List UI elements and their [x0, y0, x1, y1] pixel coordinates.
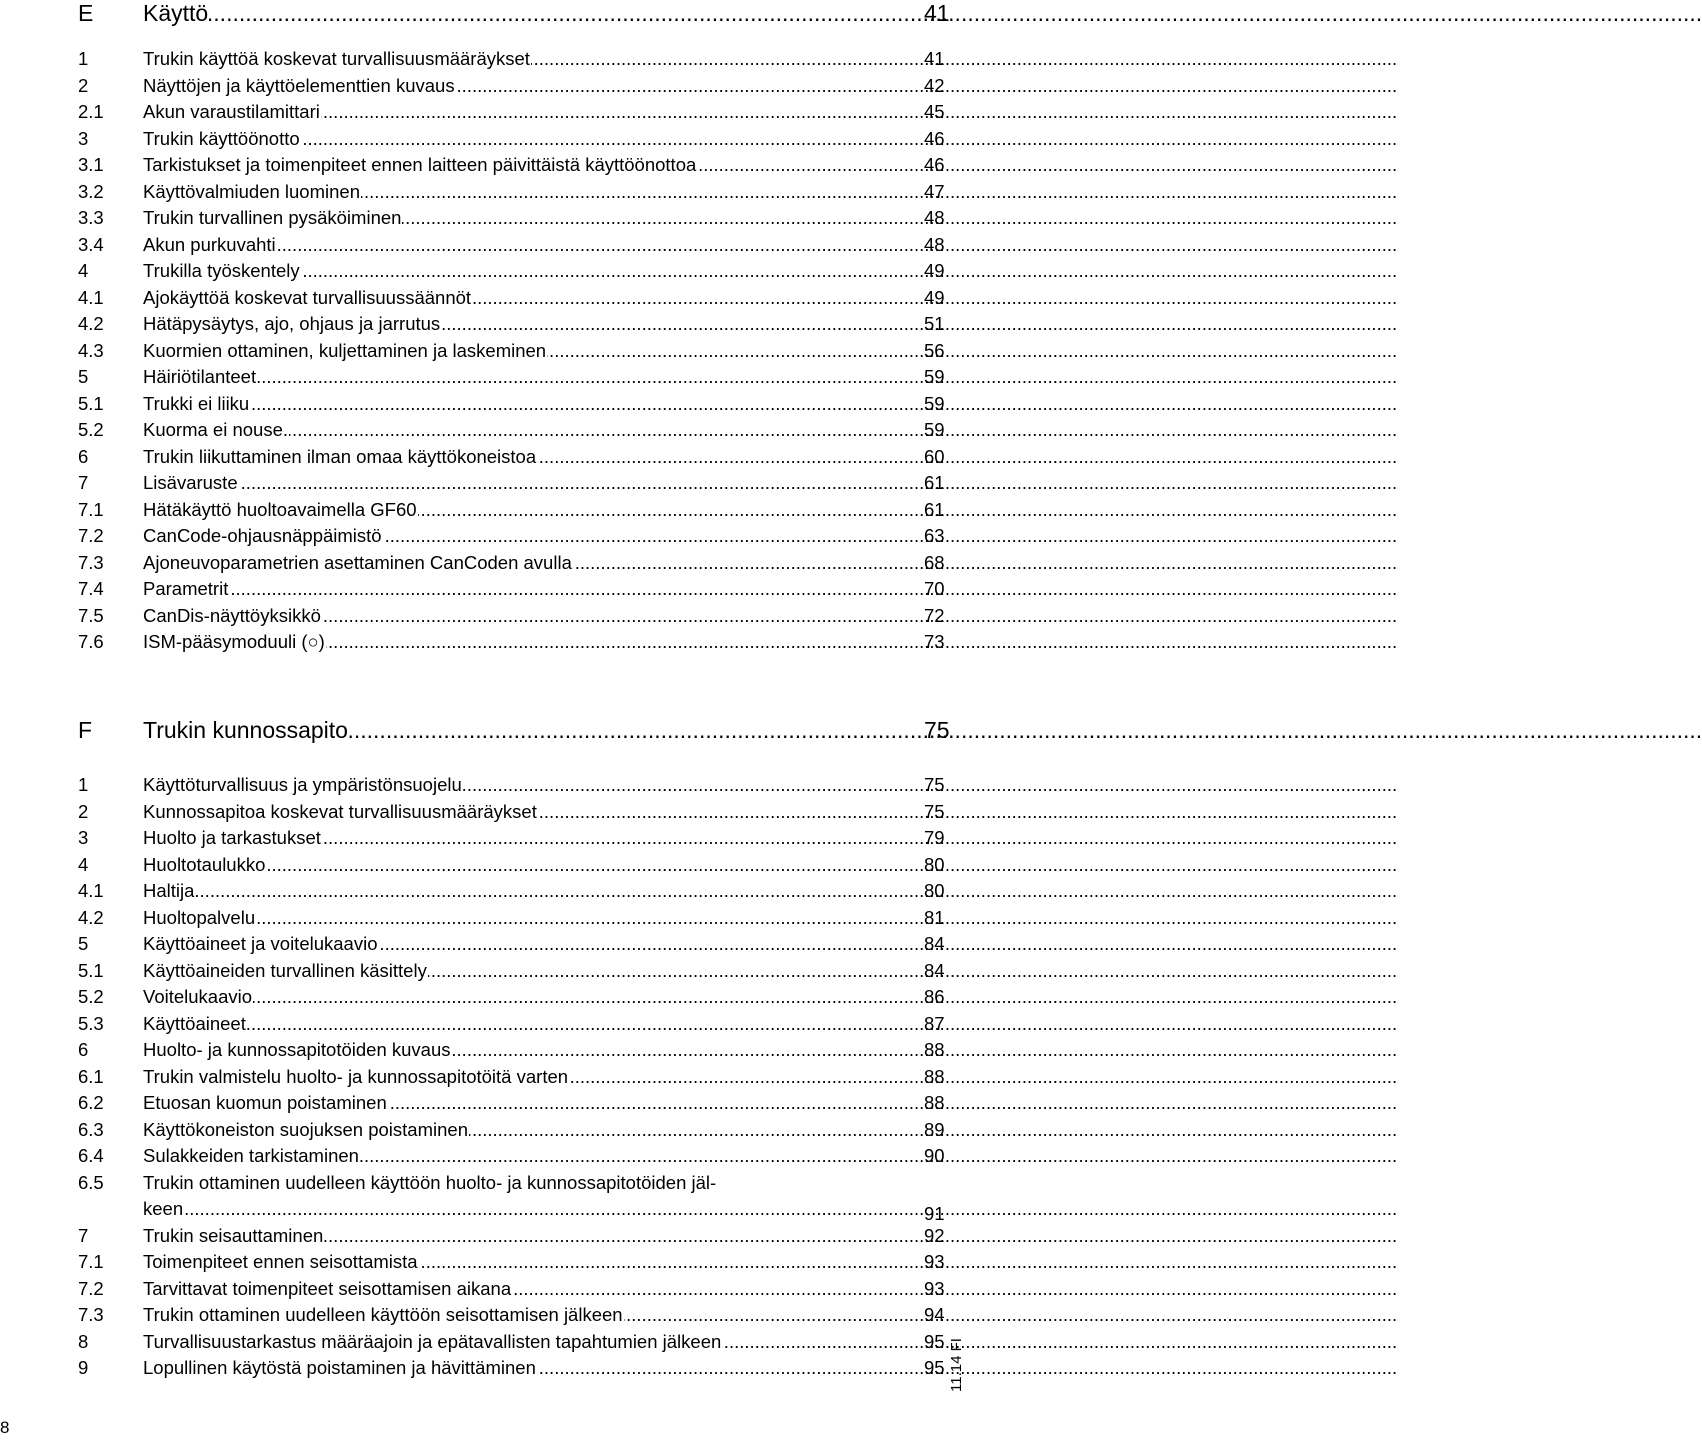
toc-entry-page: 89	[924, 1118, 945, 1140]
toc-entry-number: 5.3	[78, 1012, 104, 1034]
toc-entry-number: 4.2	[78, 313, 104, 334]
toc-entry-title: Lopullinen käytöstä poistaminen ja hävittäminen	[143, 1357, 536, 1378]
toc-entry-page: 49	[924, 260, 945, 281]
toc-entry-title: Käyttöturvallisuus ja ympäristönsuojelu	[143, 774, 462, 795]
toc-entry[interactable]	[78, 986, 945, 1013]
toc-entry-page: 73	[924, 631, 945, 652]
toc-entry-number: 8	[78, 1330, 89, 1352]
toc-entry-page: 90	[924, 1145, 945, 1166]
toc-entry[interactable]	[78, 101, 945, 128]
toc-entry[interactable]	[78, 906, 945, 934]
toc-entry-page: 61	[924, 498, 945, 520]
toc-entry-title: Akun varaustilamittari	[143, 101, 320, 122]
toc-entry-number: 5	[78, 366, 89, 387]
toc-entry-number: 6.5	[78, 1171, 104, 1193]
toc-list-f	[78, 774, 945, 1384]
toc-entry-title: Tarkistukset ja toimenpiteet ennen laitteen päivittäistä käyttöönottoa	[143, 154, 697, 175]
toc-entry-number: 1	[78, 774, 89, 795]
toc-entry-number: 4	[78, 260, 89, 281]
toc-entry-number: 6	[78, 1039, 89, 1060]
section-f	[78, 717, 950, 1384]
toc-entry[interactable]	[78, 774, 945, 801]
toc-entry-page: 75	[924, 800, 945, 822]
toc-entry-page: 88	[924, 1039, 945, 1060]
toc-entry-title: Trukilla työskentely	[143, 260, 300, 281]
toc-entry-number: 3.1	[78, 154, 104, 175]
toc-entry-number: 7.3	[78, 1304, 104, 1325]
toc-entry-page: 79	[924, 827, 945, 848]
toc-entry-number: 9	[78, 1357, 89, 1378]
toc-entry-title: Huolto- ja kunnossapitotöiden kuvaus	[143, 1039, 451, 1060]
toc-list-e	[78, 48, 945, 658]
toc-entry-number: 6.4	[78, 1145, 104, 1166]
toc-entry-title: Lisävaruste	[143, 472, 238, 493]
toc-entry-page: 92	[924, 1224, 945, 1246]
heading-page: 75	[924, 717, 950, 743]
toc-entry[interactable]	[78, 207, 945, 234]
toc-entry[interactable]	[78, 366, 945, 393]
toc-entry[interactable]	[78, 578, 945, 605]
toc-entry-number: 1	[78, 48, 89, 69]
toc-entry-title: Tarvittavat toimenpiteet seisottamisen aikana	[143, 1277, 512, 1299]
toc-entry-title: Ajoneuvoparametrien asettaminen CanCoden avulla	[143, 551, 572, 573]
toc-entry-number: 7.2	[78, 1277, 104, 1299]
toc-entry-page: 49	[924, 286, 945, 308]
toc-entry-number: 5.1	[78, 959, 104, 981]
toc-entry[interactable]	[78, 631, 945, 658]
toc-entry-title: Käyttöaineiden turvallinen käsittely	[143, 959, 427, 981]
toc-entry-page: 41	[924, 48, 945, 69]
toc-entry-title: Trukin ottaminen uudelleen käyttöön seisottamisen jälkeen	[143, 1304, 623, 1325]
toc-entry[interactable]	[78, 551, 945, 579]
toc-entry-number: 7.6	[78, 631, 104, 652]
toc-entry-page: 45	[924, 101, 945, 122]
toc-entry[interactable]	[78, 1277, 945, 1305]
toc-entry-number: 7.3	[78, 551, 104, 573]
toc-entry-page: 93	[924, 1251, 945, 1272]
toc-entry-page: 63	[924, 525, 945, 546]
toc-entry-page: 72	[924, 604, 945, 626]
toc-entry-title: Trukin käyttöä koskevat turvallisuusmääräykset	[143, 48, 530, 69]
toc-entry-title: Käyttöaineet	[143, 1012, 246, 1034]
toc-entry-title: Trukin käyttöönotto	[143, 127, 300, 149]
toc-entry-number: 2.1	[78, 101, 104, 122]
toc-entry-page: 95	[924, 1357, 945, 1378]
toc-entry-title: ISM-pääsymoduuli (○)	[143, 631, 325, 652]
toc-entry-title: Kuorma ei nouse.	[143, 419, 289, 440]
toc-entry-number: 7	[78, 472, 89, 493]
toc-entry-number: 4	[78, 853, 89, 875]
toc-entry-number: 5	[78, 933, 89, 954]
toc-entry[interactable]	[78, 604, 945, 632]
toc-entry-number: 5.2	[78, 986, 104, 1007]
toc-entry[interactable]	[78, 392, 945, 420]
document-code: 11.14 FI	[948, 1338, 965, 1392]
section-e-heading	[78, 0, 950, 30]
toc-entry-title: Kunnossapitoa koskevat turvallisuusmääräykset	[143, 800, 537, 822]
toc-entry-title: Haltija	[143, 880, 195, 901]
toc-entry-title: Trukin ottaminen uudelleen käyttöön huolto- ja kunnossapitotöiden jäl-	[143, 1171, 717, 1193]
toc-entry[interactable]	[78, 853, 945, 881]
toc-entry-page: 80	[924, 853, 945, 875]
toc-entry[interactable]	[78, 313, 945, 340]
toc-entry-page: 61	[924, 472, 945, 493]
heading-title: Trukin kunnossapito	[143, 717, 348, 743]
toc-entry-number: 2	[78, 74, 89, 96]
toc-entry[interactable]	[78, 1118, 945, 1146]
toc-entry[interactable]	[78, 1039, 945, 1066]
toc-entry-page: 86	[924, 986, 945, 1007]
toc-entry[interactable]	[78, 180, 945, 208]
toc-entry-page: 94	[924, 1304, 945, 1325]
toc-entry-page: 81	[924, 906, 945, 928]
toc-entry[interactable]	[78, 800, 945, 828]
toc-entry-title: Etuosan kuomun poistaminen	[143, 1092, 387, 1113]
toc-entry-page: 46	[924, 127, 945, 149]
toc-entry[interactable]	[78, 1171, 945, 1225]
toc-entry[interactable]	[78, 1330, 945, 1358]
toc-entry-page: 93	[924, 1277, 945, 1299]
toc-entry-number: 7.5	[78, 604, 104, 626]
toc-entry-number: 3	[78, 827, 89, 848]
toc-entry-page: 95	[924, 1330, 945, 1352]
toc-entry[interactable]	[78, 74, 945, 102]
toc-entry-page: 59	[924, 366, 945, 387]
toc-entry-title: Häiriötilanteet	[143, 366, 257, 387]
toc-entry[interactable]	[78, 1304, 945, 1331]
toc-entry-number: 2	[78, 800, 89, 822]
toc-entry[interactable]	[78, 959, 945, 987]
toc-entry-title: Akun purkuvahti	[143, 233, 276, 255]
toc-entry-page: 70	[924, 578, 945, 599]
toc-entry-number: 5.1	[78, 392, 104, 414]
toc-entry-page: 60	[924, 445, 945, 467]
toc-entry-page: 47	[924, 180, 945, 202]
toc-entry-page: 56	[924, 339, 945, 361]
toc-entry-title: Ajokäyttöä koskevat turvallisuussäännöt	[143, 286, 472, 308]
toc-entry-title: Kuormien ottaminen, kuljettaminen ja laskeminen	[143, 339, 547, 361]
toc-entry-number: 4.2	[78, 906, 104, 928]
toc-entry[interactable]	[78, 127, 945, 155]
toc-entry-number: 7	[78, 1224, 89, 1246]
toc-entry-title: Voitelukaavio	[143, 986, 253, 1007]
toc-entry-page: 88	[924, 1092, 945, 1113]
page-number: 8	[0, 1418, 10, 1437]
toc-entry-title: Trukin seisauttaminen	[143, 1224, 324, 1246]
toc-entry-page: 88	[924, 1065, 945, 1087]
toc-entry-title: Hätäpysäytys, ajo, ohjaus ja jarrutus	[143, 313, 441, 334]
heading-title: Käyttö	[143, 0, 209, 26]
toc-entry-page: 75	[924, 774, 945, 795]
toc-entry[interactable]	[78, 933, 945, 960]
toc-entry-title: CanCode-ohjausnäppäimistö	[143, 525, 382, 546]
toc-entry-number: 3	[78, 127, 89, 149]
toc-entry-page: 42	[924, 74, 945, 96]
toc-entry[interactable]	[78, 154, 945, 181]
toc-entry-page: 68	[924, 551, 945, 573]
toc-entry-title: Parametrit	[143, 578, 229, 599]
toc-entry-number: 4.3	[78, 339, 104, 361]
toc-entry[interactable]	[78, 1145, 945, 1172]
toc-entry-page: 80	[924, 880, 945, 901]
toc-entry-title: Hätäkäyttö huoltoavaimella GF60	[143, 498, 417, 520]
toc-entry-title: Trukin turvallinen pysäköiminen	[143, 207, 402, 228]
toc-entry-number: 7.1	[78, 498, 104, 520]
toc-entry-title: Käyttövalmiuden luominen	[143, 180, 360, 202]
toc-entry-title: Käyttöaineet ja voitelukaavio	[143, 933, 378, 954]
heading-page: 41	[924, 0, 950, 26]
toc-entry-title: Käyttökoneiston suojuksen poistaminen	[143, 1118, 468, 1140]
toc-entry-title: Näyttöjen ja käyttöelementtien kuvaus	[143, 74, 455, 96]
toc-entry-number: 6.1	[78, 1065, 104, 1087]
toc-entry[interactable]	[78, 1251, 945, 1278]
toc-entry-number: 3.3	[78, 207, 104, 228]
toc-entry-page: 84	[924, 933, 945, 954]
toc-entry[interactable]	[78, 1065, 945, 1093]
toc-entry-page: 51	[924, 313, 945, 334]
toc-entry-title: CanDis-näyttöyksikkö	[143, 604, 321, 626]
toc-entry[interactable]	[78, 880, 945, 907]
toc-entry-title: Huolto ja tarkastukset	[143, 827, 321, 848]
toc-entry-title: Huoltopalvelu	[143, 906, 256, 928]
toc-entry-page: 48	[924, 233, 945, 255]
toc-entry[interactable]	[78, 827, 945, 854]
section-f-heading	[78, 717, 950, 747]
toc-entry-number: 7.2	[78, 525, 104, 546]
toc-entry[interactable]	[78, 472, 945, 499]
toc-entry[interactable]	[78, 260, 945, 287]
toc-entry-page: 59	[924, 419, 945, 440]
toc-entry-page: 59	[924, 392, 945, 414]
toc-entry-page: 84	[924, 959, 945, 981]
toc-entry[interactable]	[78, 1357, 945, 1384]
toc-entry-title: Toimenpiteet ennen seisottamista	[143, 1251, 418, 1272]
toc-entry-title: Trukki ei liiku	[143, 392, 250, 414]
toc-entry[interactable]	[78, 1012, 945, 1040]
toc-entry-page: 91	[924, 1202, 945, 1224]
toc-entry-number: 4.1	[78, 880, 104, 901]
toc-entry-title: Trukin valmistelu huolto- ja kunnossapitotöitä varten	[143, 1065, 569, 1087]
heading-number: F	[78, 717, 93, 743]
toc-entry-number: 3.4	[78, 233, 104, 255]
toc-entry-title: Turvallisuustarkastus määräajoin ja epätavallisten tapahtumien jälkeen	[143, 1330, 722, 1352]
toc-entry[interactable]	[78, 339, 945, 367]
section-e	[78, 0, 950, 658]
toc-entry-number: 6	[78, 445, 89, 467]
toc-entry-title: Trukin liikuttaminen ilman omaa käyttökoneistoa	[143, 445, 537, 467]
toc-entry-page: 48	[924, 207, 945, 228]
toc-entry-number: 5.2	[78, 419, 104, 440]
toc-entry[interactable]	[78, 1224, 945, 1252]
toc-entry-title-continued: keen	[143, 1198, 184, 1219]
toc-entry[interactable]	[78, 498, 945, 526]
toc-entry[interactable]	[78, 419, 945, 446]
toc-entry-number: 3.2	[78, 180, 104, 202]
toc-entry-number: 6.3	[78, 1118, 104, 1140]
toc-entry[interactable]	[78, 233, 945, 261]
toc-entry[interactable]	[78, 48, 945, 75]
toc-entry-page: 87	[924, 1012, 945, 1034]
heading-number: E	[78, 0, 94, 26]
toc-entry[interactable]	[78, 525, 945, 552]
toc-entry-number: 7.1	[78, 1251, 104, 1272]
toc-entry-title: Huoltotaulukko	[143, 853, 266, 875]
toc-entry[interactable]	[78, 445, 945, 473]
toc-entry-number: 7.4	[78, 578, 104, 599]
toc-entry[interactable]	[78, 286, 945, 314]
toc-entry-title: Sulakkeiden tarkistaminen	[143, 1145, 359, 1166]
toc-entry-number: 6.2	[78, 1092, 104, 1113]
toc-entry-number: 4.1	[78, 286, 104, 308]
toc-entry[interactable]	[78, 1092, 945, 1119]
toc-entry-page: 46	[924, 154, 945, 175]
